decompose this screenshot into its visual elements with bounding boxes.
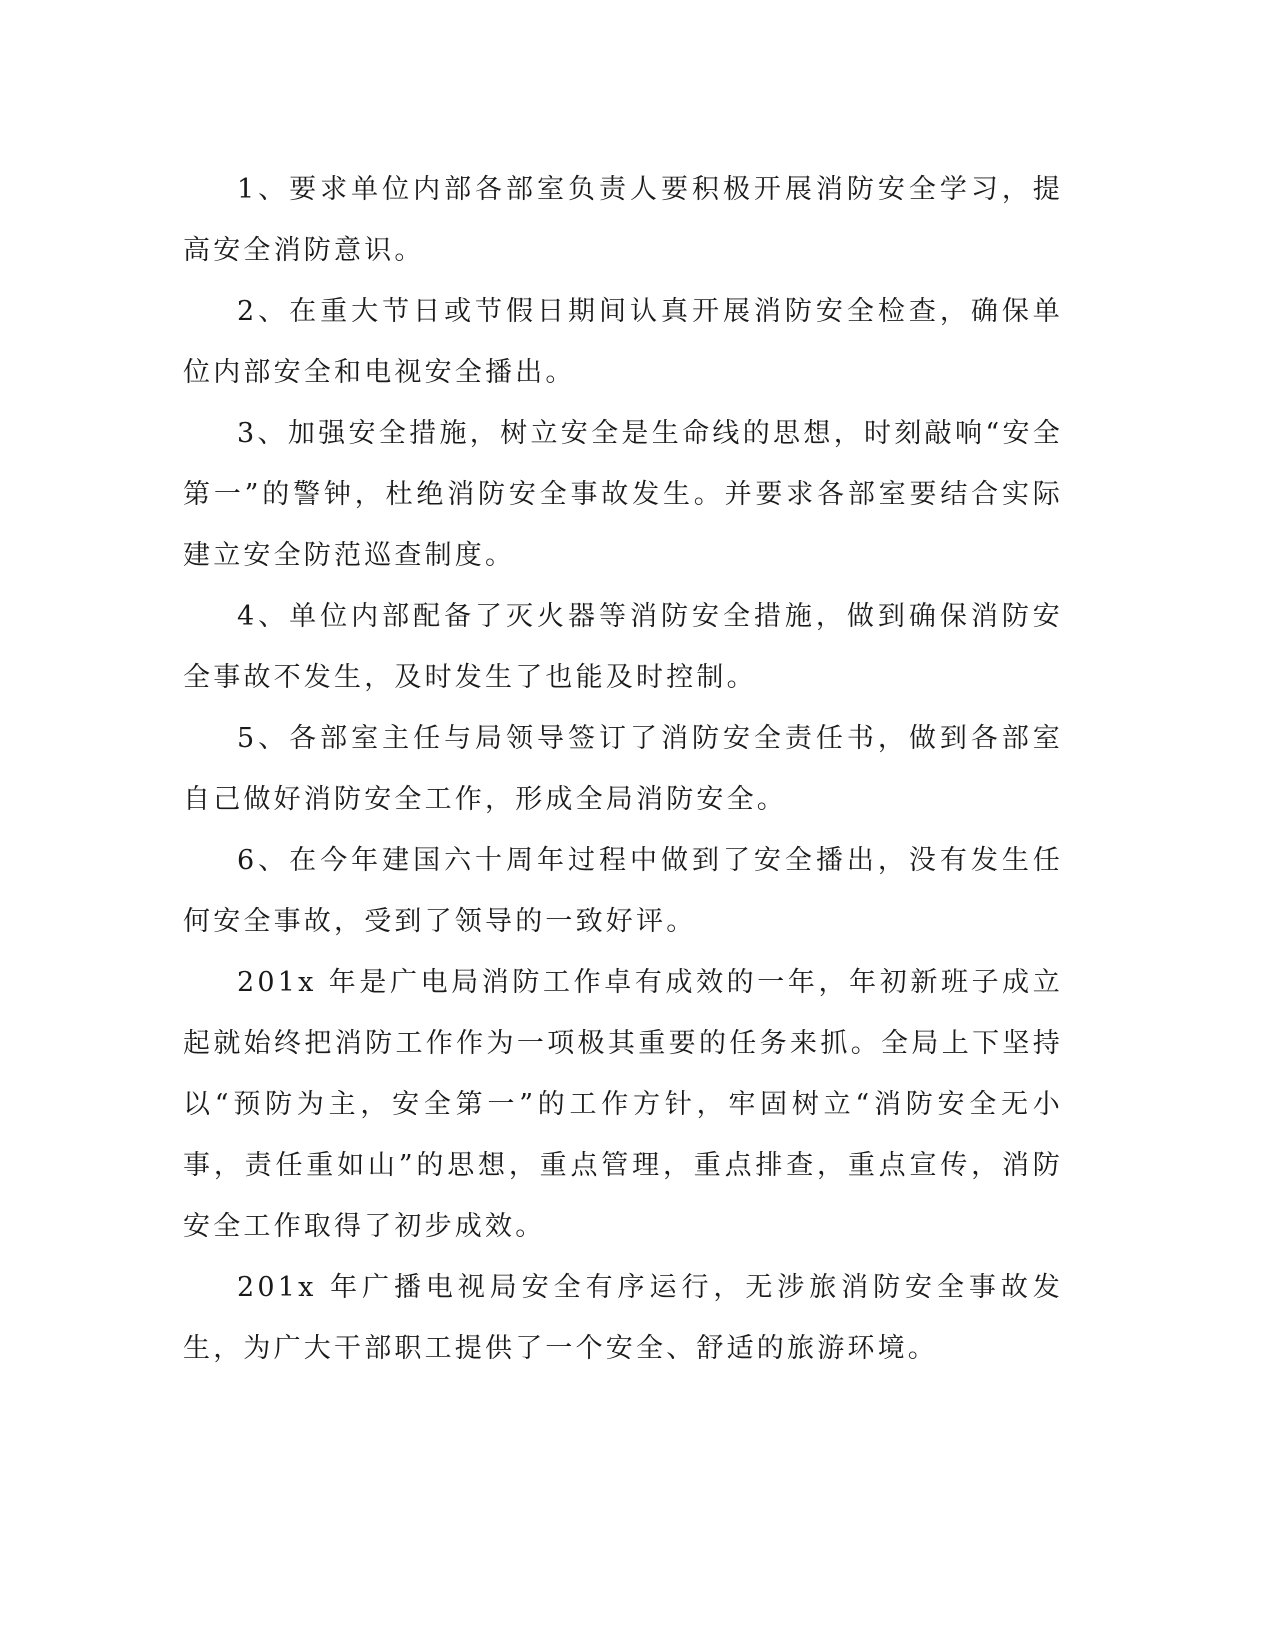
paragraph-summary: 201x 年是广电局消防工作卓有成效的一年，年初新班子成立起就始终把消防工作作为一项极其重要的任务来抓。全局上下坚持以“预防为主，安全第一”的工作方针，牢固树立“消防安全无小事，责任重如山”的思想，重点管理，重点排查，重点宣传，消防安全工作取得了初步成效。 xyxy=(183,967,1063,1242)
paragraph-item-1: 1、要求单位内部各部室负责人要积极开展消防安全学习，提高安全消防意识。 xyxy=(183,174,1063,266)
paragraph-item-4: 4、单位内部配备了灭火器等消防安全措施，做到确保消防安全事故不发生，及时发生了也能及时控制。 xyxy=(183,601,1063,693)
paragraph-conclusion: 201x 年广播电视局安全有序运行，无涉旅消防安全事故发生，为广大干部职工提供了一个安全、舒适的旅游环境。 xyxy=(183,1272,1063,1364)
paragraph-item-3: 3、加强安全措施，树立安全是生命线的思想，时刻敲响“安全第一”的警钟，杜绝消防安全事故发生。并要求各部室要结合实际建立安全防范巡查制度。 xyxy=(183,418,1063,571)
paragraph-item-6: 6、在今年建国六十周年过程中做到了安全播出，没有发生任何安全事故，受到了领导的一致好评。 xyxy=(183,845,1063,937)
document-body xyxy=(183,159,1063,1379)
paragraph-item-5: 5、各部室主任与局领导签订了消防安全责任书，做到各部室自己做好消防安全工作，形成全局消防安全。 xyxy=(183,723,1063,815)
paragraph-item-2: 2、在重大节日或节假日期间认真开展消防安全检查，确保单位内部安全和电视安全播出。 xyxy=(183,296,1063,388)
